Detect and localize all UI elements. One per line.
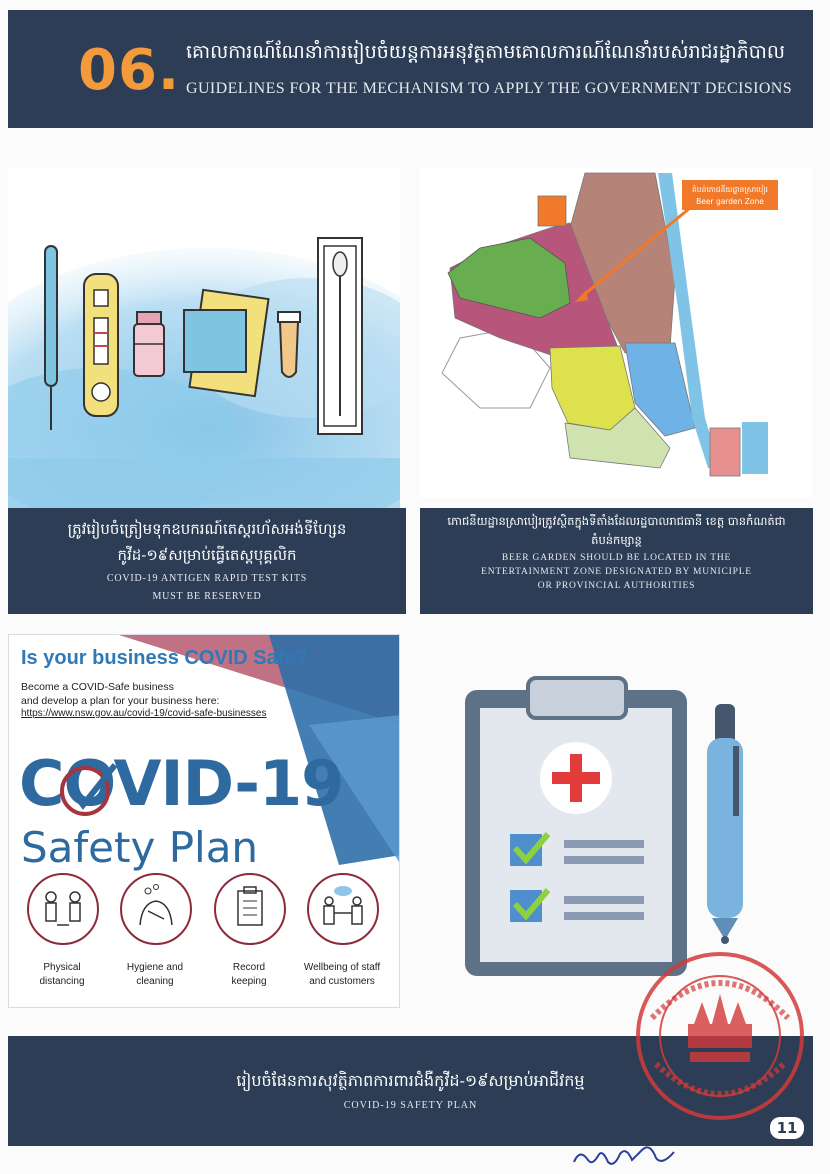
checkmark-icon <box>59 761 119 821</box>
beer-garden-caption-english-1: BEER GARDEN SHOULD BE LOCATED IN THE <box>501 553 732 563</box>
official-seal-stamp <box>632 948 808 1124</box>
safety-plan-caption-english: COVID-19 SAFETY PLAN <box>343 1100 478 1111</box>
beer-garden-caption <box>420 508 813 614</box>
test-kits-caption <box>8 508 406 614</box>
item-label-physical: Physical distancing <box>39 962 85 987</box>
callout-khmer: តំបន់ភោជនីយដ្ឋានស្រាបៀរ <box>692 185 768 194</box>
callout-english: Beer garden Zone <box>696 197 764 206</box>
test-kits-caption-english-2: MUST BE RESERVED <box>152 591 262 602</box>
handwritten-signature <box>570 1138 690 1172</box>
beer-garden-caption-english-2: ENTERTAINMENT ZONE DESIGNATED BY MUNICIPLE <box>481 567 752 577</box>
swab-package-icon <box>318 238 362 434</box>
pen-icon <box>707 704 743 944</box>
physical-distancing-icon <box>27 873 99 945</box>
beer-garden-caption-english-3: OR PROVINCIAL AUTHORITIES <box>537 581 696 591</box>
test-cassette-icon <box>84 274 118 416</box>
beer-garden-zone-map <box>420 168 812 498</box>
covid-safety-plan-poster <box>8 634 400 1008</box>
vial-icon <box>134 312 164 376</box>
test-kits-caption-english-1: COVID-19 ANTIGEN RAPID TEST KITS <box>106 573 308 584</box>
section-title-english: GUIDELINES FOR THE MECHANISM TO APPLY THE GOVERNMENT DECISIONS <box>186 80 793 97</box>
beer-garden-caption-khmer: ភោជនីយដ្ឋានស្រាបៀរត្រូវស្ថិតក្នុងទីតាំងដែលរដ្ឋបាលរាជធានី ខេត្ត បានកំណត់ជាតំបន់កម្សាន្ត <box>447 514 786 547</box>
test-tube-icon <box>278 312 300 377</box>
item-label-wellbeing: Wellbeing of staff and customers <box>303 962 381 987</box>
hygiene-icon <box>120 873 192 945</box>
poster-big-title: COVID-19 <box>19 747 344 820</box>
section-header <box>8 10 813 128</box>
clipboard-icon <box>465 678 687 976</box>
item-label-hygiene: Hygiene and cleaning <box>126 962 184 987</box>
poster-question: Is your business COVID Safe? <box>21 647 308 669</box>
test-kits-caption-khmer: ត្រូវរៀបចំត្រៀមទុកឧបករណ៍តេស្តរហ័សអង់ទីហ្សែន កូវីដ-១៩សម្រាប់ធ្វើតេស្តបុគ្គលិក <box>67 520 347 564</box>
poster-subtitle-line1: Become a COVID-Safe business <box>21 681 174 693</box>
item-label-record: Record keeping <box>231 962 267 987</box>
poster-plan-title: Safety Plan <box>21 823 259 872</box>
rapid-test-kits-illustration <box>8 168 400 508</box>
page-number: 11 <box>770 1117 804 1139</box>
poster-url-link[interactable]: https://www.nsw.gov.au/covid-19/covid-safe-businesses <box>21 708 267 719</box>
section-number: 06. <box>78 38 181 103</box>
record-keeping-icon <box>214 873 286 945</box>
section-title-khmer: គោលការណ៍ណែនាំការរៀបចំយន្តការអនុវត្តតាមគោលការណ៍ណែនាំរបស់រាជរដ្ឋាភិបាល <box>186 41 785 63</box>
safety-plan-caption-khmer: រៀបចំផែនការសុវត្ថិភាពការពារជំងឺកូវីដ-១៩សម្រាប់អាជីវកម្ម <box>236 1071 585 1090</box>
wellbeing-icon <box>307 873 379 945</box>
poster-subtitle <box>21 680 291 708</box>
poster-subtitle-line2: and develop a plan for your business here: <box>21 695 220 707</box>
